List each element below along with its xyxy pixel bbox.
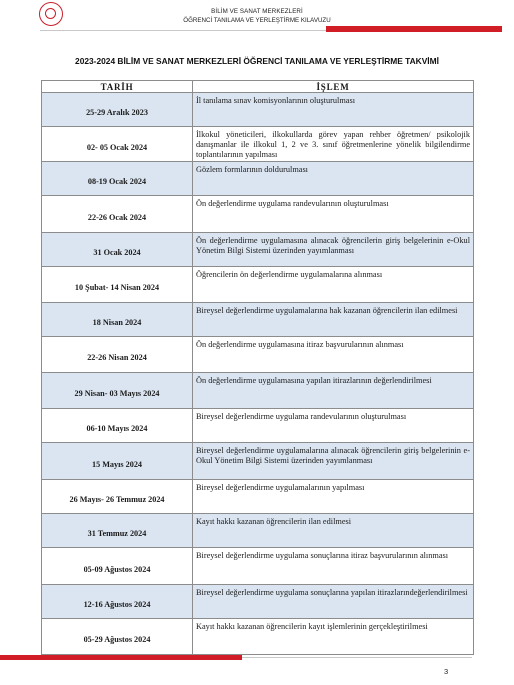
header-divider [40, 30, 326, 31]
date-cell: 05-29 Ağustos 2024 [42, 619, 193, 655]
date-cell: 02- 05 Ocak 2024 [42, 127, 193, 162]
action-cell: Bireysel değerlendirme uygulama sonuçlarına itiraz başvurularının alınması [193, 548, 474, 585]
action-cell: Gözlem formlarının doldurulması [193, 162, 474, 196]
action-cell: Kayıt hakkı kazanan öğrencilerin kayıt işlemlerinin gerçekleştirilmesi [193, 619, 474, 655]
date-cell: 26 Mayıs- 26 Temmuz 2024 [42, 480, 193, 514]
date-cell: 22-26 Nisan 2024 [42, 337, 193, 373]
header-accent-bar [326, 26, 502, 32]
action-cell: İl tanılama sınav komisyonlarının oluşturulması [193, 93, 474, 127]
table-row [42, 409, 474, 443]
table-row [42, 162, 474, 196]
date-cell: 18 Nisan 2024 [42, 303, 193, 337]
action-cell: İlkokul yöneticileri, ilkokullarda görev yapan rehber öğretmen/ psikolojik danışmanlar ile ilkokul 1, 2 ve 3. sınıf öğretmenlerine yönelik bilgilendirme toplantılarının yapılması [193, 127, 474, 162]
action-cell: Kayıt hakkı kazanan öğrencilerin ilan edilmesi [193, 514, 474, 548]
table-row [42, 196, 474, 233]
table-row [42, 233, 474, 267]
table-row [42, 93, 474, 127]
date-cell: 29 Nisan- 03 Mayıs 2024 [42, 373, 193, 409]
table-row [42, 127, 474, 162]
action-cell: Ön değerlendirme uygulamasına alınacak öğrencilerin giriş belgelerinin e-Okul Yönetim Bilgi Sistemi üzerinden yayımlanması [193, 233, 474, 267]
date-cell: 22-26 Ocak 2024 [42, 196, 193, 233]
schedule-table [41, 80, 474, 655]
date-cell: 08-19 Ocak 2024 [42, 162, 193, 196]
table-row [42, 619, 474, 655]
action-cell: Ön değerlendirme uygulamasına yapılan itirazlarının değerlendirilmesi [193, 373, 474, 409]
date-cell: 25-29 Aralık 2023 [42, 93, 193, 127]
page-number: 3 [444, 667, 449, 676]
table-row [42, 337, 474, 373]
table-row [42, 480, 474, 514]
date-cell: 31 Ocak 2024 [42, 233, 193, 267]
date-cell: 12-16 Ağustos 2024 [42, 585, 193, 619]
table-row [42, 303, 474, 337]
footer-accent-bar [0, 655, 242, 660]
schedule-rows [42, 93, 474, 655]
action-cell: Bireysel değerlendirme uygulamalarının yapılması [193, 480, 474, 514]
action-cell: Bireysel değerlendirme uygulama sonuçlarına yapılan itirazlarındeğerlendirilmesi [193, 585, 474, 619]
page-header [0, 0, 514, 40]
date-cell: 10 Şubat- 14 Nisan 2024 [42, 267, 193, 303]
action-cell: Bireysel değerlendirme uygulama randevularının oluşturulması [193, 409, 474, 443]
table-row [42, 267, 474, 303]
action-cell: Ön değerlendirme uygulamasına itiraz başvurularının alınması [193, 337, 474, 373]
table-row [42, 548, 474, 585]
organization-name: BİLİM VE SANAT MERKEZLERİ [211, 8, 303, 15]
table-row [42, 373, 474, 409]
date-cell: 15 Mayıs 2024 [42, 443, 193, 480]
table-row [42, 514, 474, 548]
date-cell: 05-09 Ağustos 2024 [42, 548, 193, 585]
table-row [42, 443, 474, 480]
footer-divider [242, 657, 472, 658]
guide-title: ÖĞRENCİ TANILAMA VE YERLEŞTİRME KILAVUZU [183, 17, 331, 24]
column-header-date: TARİH [42, 81, 193, 93]
action-cell: Ön değerlendirme uygulama randevularının oluşturulması [193, 196, 474, 233]
date-cell: 06-10 Mayıs 2024 [42, 409, 193, 443]
action-cell: Bireysel değerlendirme uygulamalarına alınacak öğrencilerin giriş belgelerinin e-Okul Yönetim Bilgi Sistemi üzerinden yayımlanması [193, 443, 474, 480]
date-cell: 31 Temmuz 2024 [42, 514, 193, 548]
action-cell: Öğrencilerin ön değerlendirme uygulamalarına alınması [193, 267, 474, 303]
action-cell: Bireysel değerlendirme uygulamalarına hak kazanan öğrencilerin ilan edilmesi [193, 303, 474, 337]
column-header-action: İŞLEM [193, 81, 474, 93]
table-header-row [42, 81, 474, 93]
table-row [42, 585, 474, 619]
document-title: 2023-2024 BİLİM VE SANAT MERKEZLERİ ÖĞRENCİ TANILAMA VE YERLEŞTİRME TAKVİMİ [75, 56, 439, 66]
